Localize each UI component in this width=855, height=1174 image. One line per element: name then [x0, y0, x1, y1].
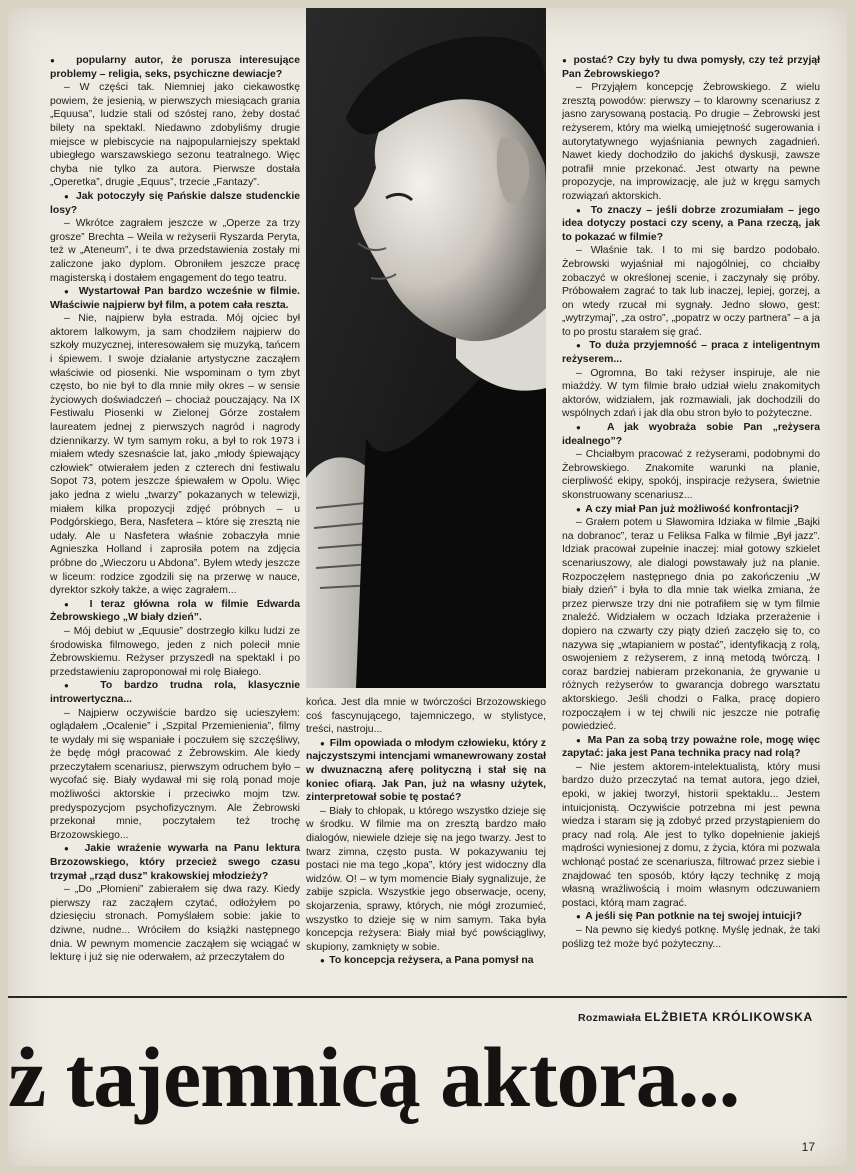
interview-answer: – Nie jestem aktorem-intelektualistą, który musi bardzo dużo przeczytać na temat autora, jego dzieł, epoki, w jakiej tworzył, historii spektaklu... Jestem intuicjonistą. Oczywiście potrzebna mi jest pewna wiedza i staram się ją zdobyć przed przystąpieniem do pracy nad rolą. Ale jest to tylko dopełnienie jakiejś mądrości wyniesionej z domu, z życia, która mi pozwala wchłonąć postać ze scenariusza, filtrować przez siebie i znajdować ten sposób, który łączy technikę z moją własną wrażliwością i moim własnym odczuwaniem postaci, którą mam zagrać.	[562, 761, 820, 909]
interview-question: ● To bardzo trudna rola, klasycznie introwertyczna...	[50, 679, 300, 706]
headline: ż tajemnicą aktora...	[8, 1029, 740, 1125]
interview-question: ● Ma Pan za sobą trzy poważne role, mogę więc zapytać: jaka jest Pana technika pracy nad rolą?	[562, 734, 820, 761]
interview-question: ● To koncepcja reżysera, a Pana pomysł na	[306, 954, 546, 968]
interview-answer: – Nie, najpierw była estrada. Mój ojciec był aktorem lalkowym, ja sam chodziłem najpierw do szkoły muzycznej, interesowałem się muzyką, tańcem i śpiewem. I swoje działanie artystyczne zacząłem właściwie od piosenki. Nie wspominam o tym zbyt często, bo nie był to dla mnie miły okres – w sensie życiowych doświadczeń – chociaż pouczający. Na IX Festiwalu Piosenki w Zielonej Górze zostałem laureatem jednej z pierwszych nagród i nagrody dziennikarzy. W tym samym roku, a był to rok 1973 i miałem wtedy szesnaście lat, jako „młody śpiewający człowiek” otwierałem jeden z czterech dni festiwalu Sopot 73, potem jeszcze śpiewałem w Opolu. Więc jako jedna z wielu „twarzy” pokazanych w telewizji, miałem kilka propozycji zdjęć próbnych – u Podgórskiego, Bera, Nasfetera – które się zresztą nie udały. Ale u Nasfetera właśnie zobaczyła mnie Agnieszka Holland i zaprosiła potem na zdjęcia próbne do „Wieczoru u Abdona”. Byłem wtedy jeszcze w liceum: rodzice zgodzili się na przerwę w nauce, dyrektor szkoły także, a więc zagrałem...	[50, 313, 300, 597]
interview-answer: – Biały to chłopak, u którego wszystko dzieje się w środku. W filmie ma on zresztą bardzo mało dialogów, niewiele dzieje się na jego twarzy. Jest to twarz zimna, często pusta. W pokazywaniu tej postaci nie ma tego „kopa”, który jest widoczny dla widzów. O! – w tym momencie Biały sygnalizuje, że zabije szpicla. Wszystkie jego obserwacje, oceny, skojarzenia, sprawy, których, nie mógł zrozumieć, wszystko to dzieje się w nim samym. Taka była koncepcja reżysera: Biały miał być powściągliwy, skupiony, zamknięty w sobie.	[306, 805, 546, 953]
interview-question: ● A jak wyobraża sobie Pan „reżysera idealnego”?	[562, 421, 820, 448]
interview-question: ● postać? Czy były tu dwa pomysły, czy też przyjął Pan Żebrowskiego?	[562, 54, 820, 81]
portrait-image	[306, 8, 546, 688]
interview-answer: – Grałem potem u Sławomira Idziaka w filmie „Bajki na dobranoc”, teraz u Feliksa Falka w filmie „Był jazz”. Idziak pracował zupełnie inaczej: miał gotowy szkielet scenariuszowy, ale dialogi powstawały już na planie. Rozpoczęłem następnego dnia po zakończeniu „W biały dzień” i była to dla mnie tak wielka zmiana, że przez pierwsze trzy dni nie potrafiłem się w tym filmie znaleźć. Widziałem w oczach Idziaka przerażenie i dopiero na czwarty czy piąty dzień zaczęło się to, co nazywa się „wtapianiem w postać”, identyfikacją z rolą, oswojeniem z reżyserem, z inną metodą twórczą. I coraz bardziej nabieram przekonania, że grywanie u różnych reżyserów to gwarancja dobrego warsztatu aktorskiego. Jeśli chodzi o Falka, pracę dopiero rozpocząłem i w tej chwili nic jeszcze nie potrafię powiedzieć.	[562, 517, 820, 733]
byline-author: ELŻBIETA KRÓLIKOWSKA	[644, 1010, 813, 1024]
edge-shadow-left	[8, 8, 30, 996]
interview-answer: – Ogromna, Bo taki reżyser inspiruje, ale nie miażdży. W tym filmie brało udział wielu znakomitych aktorów, widziałem, jak rozmawiali, jak dochodzili do wspólnych zdań i jak dla obu stron było to pożyteczne.	[562, 367, 820, 420]
byline-label: Rozmawiała	[578, 1012, 642, 1024]
interview-answer: – Przyjąłem koncepcję Żebrowskiego. Z wielu zresztą powodów: pierwszy – to klarowny scenariusz z jasno zarysowaną postacią. Po drugie – Żebrowski jest reżyserem, który ma wielką umiejętność sugerowania i autorytatywnego wyjaśniania pewnych zagadnień. Nawet kiedy dochodziło do jakichś dyskusji, zawsze potrafił mnie przekonać. Jest otwarty na pewne propozycje, na improwizację, ale już w kręgu samych rozwiązań aktorskich.	[562, 82, 820, 202]
interview-question: ● Jak potoczyły się Pańskie dalsze studenckie losy?	[50, 190, 300, 217]
interview-question: ● Wystartował Pan bardzo wcześnie w filmie. Właściwie najpierw był film, a potem cała reszta.	[50, 285, 300, 312]
interview-question: ● popularny autor, że porusza interesujące problemy – religia, seks, psychiczne dewiacje?	[50, 54, 300, 81]
interview-column-3	[562, 54, 820, 998]
interview-question: ● A jeśli się Pan potknie na tej swojej intuicji?	[562, 910, 820, 924]
edge-shadow-right	[825, 8, 847, 996]
bottom-rule	[8, 996, 847, 998]
interview-answer: – „Do „Płomieni” zabierałem się dwa razy. Kiedy pierwszy raz zacząłem czytać, odłożyłem po dziesięciu stronach. Pomyślałem sobie: jakie to dziwne, nudne... Wróciłem do książki następnego dnia. W pewnym momencie zacząłem się wciągać w lekturę i już się nie oderwałem, aż przeczytałem do	[50, 884, 300, 964]
interview-answer: – Chciałbym pracować z reżyserami, podobnymi do Żebrowskiego. Znakomite warunki na planie, cierpliwość ekipy, spokój, inspiracje reżysera, świetnie skonstruowany scenariusz...	[562, 449, 820, 501]
interview-question: ● To znaczy – jeśli dobrze zrozumiałam – jego idea dotyczy postaci czy sceny, a Pana rzeczą, jak to pokazać w filmie?	[562, 204, 820, 245]
interview-answer: – Wkrótce zagrałem jeszcze w „Operze za trzy grosze” Brechta – Weila w reżyserii Ryszarda Peryta, też w „Ateneum”, i te dwa przedstawienia zostały mi zaliczone jako dyplom. Obroniłem jeszcze pracę magisterską i dostałem engagement do tego teatru.	[50, 218, 300, 284]
interview-question: ● To duża przyjemność – praca z inteligentnym reżyserem...	[562, 339, 820, 366]
interview-column-1	[50, 54, 300, 998]
interview-column-2	[306, 696, 546, 998]
magazine-page	[8, 8, 847, 1166]
interview-question: ● I teraz główna rola w filmie Edwarda Żebrowskiego „W biały dzień”.	[50, 598, 300, 625]
page-number: 17	[801, 1140, 815, 1154]
interview-answer: – Właśnie tak. I to mi się bardzo podobało. Żebrowski wyjaśniał mi najogólniej, co chciałby zobaczyć w określonej scenie, i zaczynały się próby. Próbowałem zagrać to tak lub inaczej, lepiej, gorzej, a on wtedy rzucał mi sygnały. Jedno słowo, gest: „wytrzymaj”, „za ostro”, „popatrz w oczy partnera” – a ja to po prostu starałem się grać.	[562, 245, 820, 338]
interview-answer: – Najpierw oczywiście bardzo się ucieszyłem: oglądałem „Ocalenie” i „Szpital Przemienienia”, filmy te wydały mi się wspaniałe i poczułem się szczęśliwy, że będę mógł pracować z Żebrowskim. Ale kiedy przeczytałem scenariusz, pierwszym odruchem było – wycofać się. Biały wydawał mi się rolą ponad moje możliwości aktorskie i przeciwko mojm tzw. predyspozycjom psychofizycznym. Ale Żebrowski przekonał mnie, poczytałem też trochę Brzozowskiego...	[50, 707, 300, 841]
interview-answer: – Na pewno się kiedyś potknę. Myślę jednak, że taki poślizg też może być pożyteczny...	[562, 925, 820, 950]
byline	[578, 1010, 813, 1024]
interview-question: ● Jakie wrażenie wywarła na Panu lektura Brzozowskiego, który przecież swego czasu trzymał „rząd dusz” krakowskiej młodzieży?	[50, 842, 300, 883]
interview-answer: końca. Jest dla mnie w twórczości Brzozowskiego coś fascynującego, tajemniczego, w stylistyce, treści, nastroju...	[306, 697, 546, 736]
actor-portrait-photo	[306, 8, 546, 688]
interview-answer: – W części tak. Niemniej jako ciekawostkę powiem, że jesienią, w pierwszych miesiącach grania „Equusa”, ludzie stali od szóstej rano, żeby dostać bilety na spektakl. Niedawno zdobyliśmy drugie miejsce w plebiscycie na najpopularniejszy spektakl ubiegłego warszawskiego sezonu teatralnego. Więc chyba nie tylko za autora. Pierwsze dostała „Operetka”, drugie „Equus”, trzecie „Fantazy”.	[50, 82, 300, 189]
interview-question: ● A czy miał Pan już możliwość konfrontacji?	[562, 503, 820, 517]
interview-question: ● Film opowiada o młodym człowieku, który z najczystszymi intencjami wmanewrowany został w dwuznaczną aferę polityczną i stał się na koniec ofiarą. Jak Pan, już na własny użytek, zinterpretował sobie tę postać?	[306, 737, 546, 805]
interview-answer: – Mój debiut w „Equusie” dostrzegło kilku ludzi ze środowiska filmowego, jeden z nich polecił mnie Żebrowskiemu. Reżyser przyszedł na spektakl i po przedstawieniu zaproponował mi rolę Białego.	[50, 625, 300, 678]
